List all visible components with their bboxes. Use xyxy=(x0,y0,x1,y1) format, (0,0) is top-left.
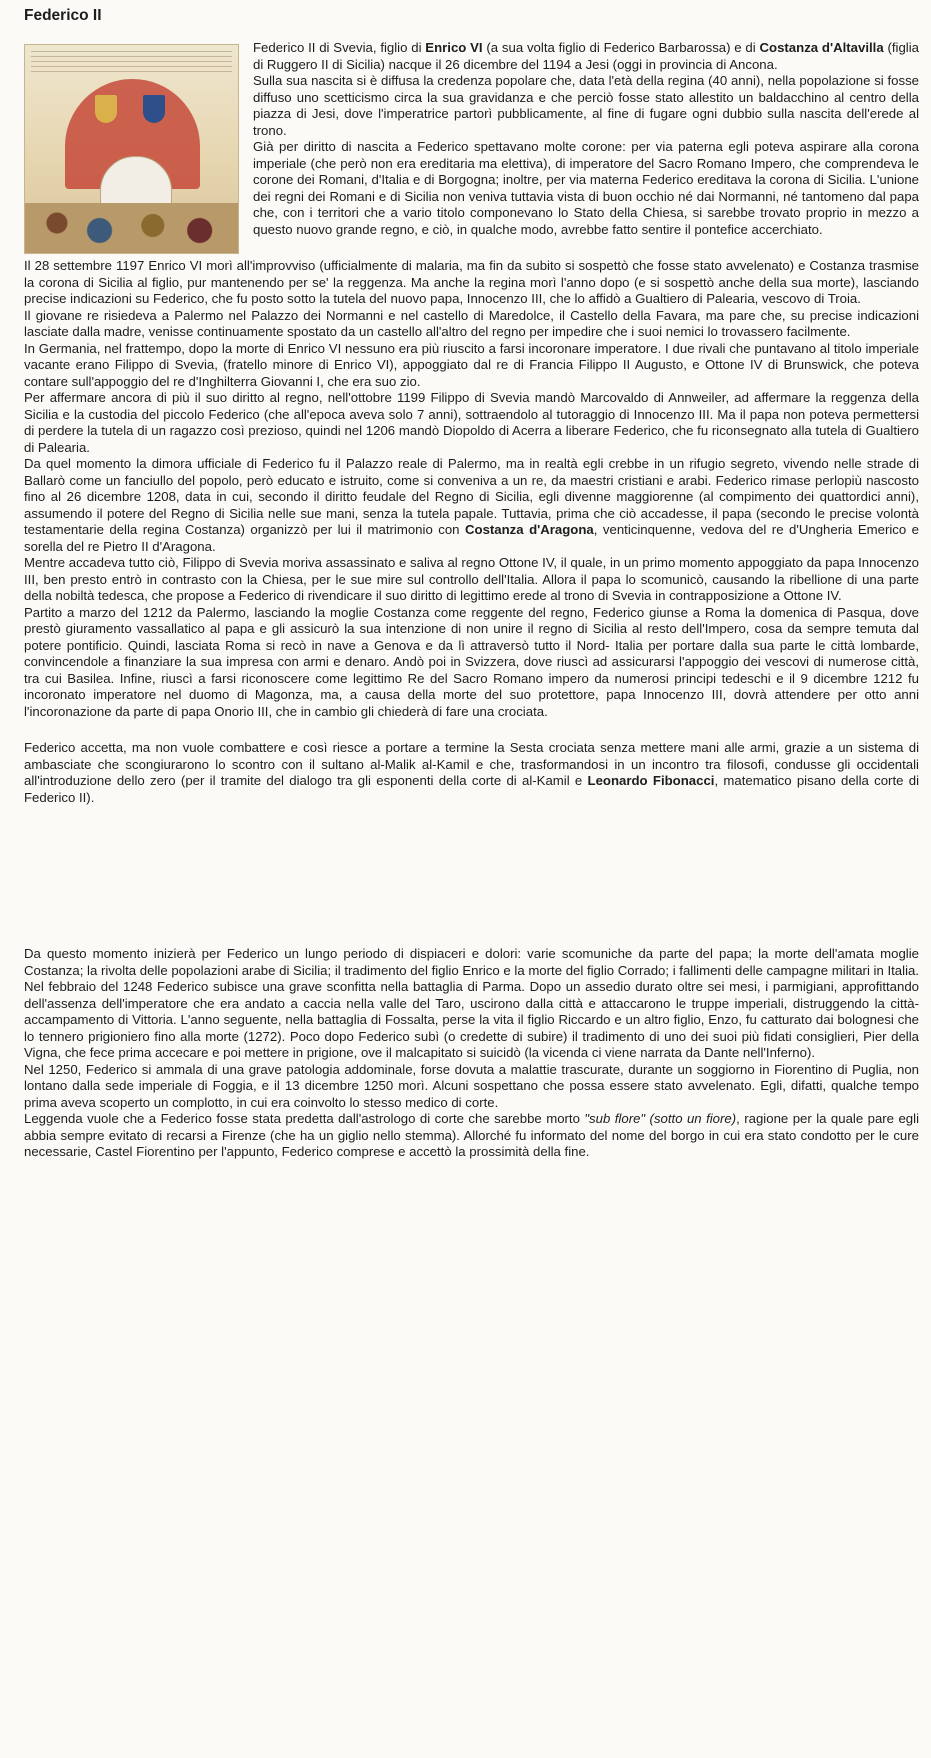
shield-icon xyxy=(143,95,165,123)
intro-paragraph-3: Già per diritto di nascita a Federico spettavano molte corone: per via paterna egli poteva aspirare alla corona imperiale (che però non era ereditaria ma elettiva), di imperatore del Sacro Romano Impero, che comprendeva le corone dei Romani, d'Italia e di Borgogna; inoltre, per via materna Federico ereditava la corona di Sicilia. L'unione dei regni dei Romani e di Sicilia non veniva tuttavia vista di buon occhio né dai Normanni, né tantomeno dal papa che, con i territori che a vario titolo componevano lo Stato della Chiesa, si sarebbe trovato proprio in mezzo a questo nuovo grande regno, e ciò, in qualche modo, avrebbe fatto sentire il pontefice accerchiato. xyxy=(253,139,919,237)
bold-name-costanza-aragona: Costanza d'Aragona xyxy=(464,522,594,537)
manuscript-illustration xyxy=(24,44,239,254)
section-2 xyxy=(24,258,919,720)
paragraph: Federico accetta, ma non vuole combattere e così riesce a portare a termine la Sesta crociata senza mettere mani alle armi, grazie a un sistema di ambasciate che scongiurarono lo scontro con il sultano al-Malik al-Kamil e che, trasformandosi in un incontro tra filosofi, condusse gli occidentali all'introduzione dello zero (per il tramite del dialogo tra gli esponenti della corte di al-Kamil e Leonardo Fibonacci, matematico pisano della corte di Federico II). xyxy=(24,740,919,805)
section-3 xyxy=(24,740,919,806)
page-title: Federico II xyxy=(24,7,102,24)
italic-quote: "sub flore" (sotto un fiore) xyxy=(584,1111,737,1126)
illustration-caption-lines xyxy=(31,51,232,73)
bold-name-enrico: Enrico VI xyxy=(425,40,483,55)
bold-name-fibonacci: Leonardo Fibonacci xyxy=(587,773,715,788)
paragraph: Il giovane re risiedeva a Palermo nel Palazzo dei Normanni e nel castello di Maredolce, il Castello della Favara, ma pare che, su precise indicazioni lasciate dalla madre, venisse continuamente spostato da un castello all'altro del regno per impedire che i suoi nemici lo trovassero facilmente. xyxy=(24,307,919,339)
section-4 xyxy=(24,946,919,1161)
paragraph: Nel 1250, Federico si ammala di una grave patologia addominale, forse dovuta a malattie trascurate, durante un soggiorno in Fiorentino di Puglia, non lontano dalla sede imperiale di Foggia, e il 13 dicembre 1250 morì. Alcuni sospettano che possa essere stato avvelenato. Egli, difatti, qualche tempo prima aveva scoperto un complotto, in cui era coinvolto lo stesso medico di corte. xyxy=(24,1061,919,1110)
paragraph: Nel febbraio del 1248 Federico subisce una grave sconfitta nella battaglia di Parma. Dopo un assedio durato oltre sei mesi, i parmigiani, approfittando dell'assenza dell'imperatore che era andato a caccia nella valle del Taro, uscirono dalla città e attaccarono le truppe imperiali, distruggendo la città-accampamento di Vittoria. L'anno seguente, nella battaglia di Fossalta, perse la vita il figlio Riccardo e un altro figlio, Enzo, fu catturato dai bolognesi che lo tennero prigioniero fino alla morte (1272). Poco dopo Federico subì (o credette di subire) il tradimento di uno dei suoi più fidati consiglieri, Pier della Vigna, che fece prima accecare e poi mettere in prigione, ove il malcapitato si suicidò (la vicenda ci viene narrata da Dante nell'Inferno). xyxy=(24,979,919,1060)
intro-paragraph-2: Sulla sua nascita si è diffusa la credenza popolare che, data l'età della regina (40 anni), nella popolazione si fosse diffuso uno scetticismo circa la sua gravidanza e che perciò fosse stato allestito un baldacchino al centro della piazza di Jesi, dove l'imperatrice partorì pubblicamente, al fine di fugare ogni dubbio sulla nascita dell'erede al trono. xyxy=(253,73,919,138)
paragraph: Partito a marzo del 1212 da Palermo, lasciando la moglie Costanza come reggente del regno, Federico giunse a Roma la domenica di Pasqua, dove prestò giuramento vassallatico al papa e gli assicurò la sua intenzione di non unire il regno di Sicilia al resto dell'Impero, cosa da sempre temuta dal potere pontificio. Quindi, lasciata Roma si recò in nave a Genova e da lì attraversò tutto il Nord- Italia per portare dalla sua parte le città lombarde, convincendole a finanziare la sua impresa con armi e denaro. Andò poi in Svizzera, dove riuscì ad assicurarsi l'appoggio dei vescovi di numerose città, tra cui Basilea. Infine, riuscì a farsi riconoscere come legittimo Re del Sacro Romano impero da numerosi principi tedeschi e il 9 dicembre 1212 fu incoronato imperatore nel duomo di Magonza, ma, a causa della morte del suo protettore, papa Innocenzo III, dovrà attendere per otto anni l'incoronazione da parte di papa Onorio III, che in cambio gli chiederà di fare una crociata. xyxy=(24,604,919,719)
paragraph: Da quel momento la dimora ufficiale di Federico fu il Palazzo reale di Palermo, ma in realtà egli crebbe in un rifugio segreto, vivendo nelle strade di Ballarò come un fanciullo del popolo, però educato e istruito, come si conveniva a un re, da maestri cristiani e arabi. Federico rimase perlopiù nascosto fino al 26 dicembre 1208, data in cui, secondo il diritto feudale del Regno di Sicilia, egli divenne maggiorenne (al compimento dei quattordici anni), assumendo il potere del Regno di Sicilia nelle sue mani, senza la tutela papale. Tuttavia, prima che ciò accadesse, il papa (secondo le precise volontà testamentarie della regina Costanza) organizzò per lui il matrimonio con Costanza d'Aragona, venticinquenne, vedova del re d'Ungheria Emerico e sorella del re Pietro II d'Aragona. xyxy=(24,456,919,554)
intro-paragraph-1: Federico II di Svevia, figlio di Enrico VI (a sua volta figlio di Federico Barbarossa) e di Costanza d'Altavilla (figlia di Ruggero II di Sicilia) nacque il 26 dicembre del 1194 a Jesi (oggi in provincia di Ancona. xyxy=(253,40,919,72)
paragraph: Per affermare ancora di più il suo diritto al regno, nell'ottobre 1199 Filippo di Svevia mandò Marcovaldo di Annweiler, ad affermare la reggenza della Sicilia e la custodia del piccolo Federico (che all'epoca aveva solo 7 anni), sottraendolo al tutoraggio di Innocenzo III. Ma il papa non poteva permettersi di perdere la tutela di un ragazzo così prezioso, quindi nel 1206 mandò Diopoldo di Acerra a liberare Federico, che fu riconsegnato alla tutela di Gualtiero di Palearia. xyxy=(24,390,919,455)
intro-section xyxy=(24,40,919,238)
paragraph: Leggenda vuole che a Federico fosse stata predetta dall'astrologo di corte che sarebbe morto "sub flore" (sotto un fiore), ragione per la quale pare egli abbia sempre evitato di recarsi a Firenze (che ha un giglio nello stemma). Allorché fu informato del nome del borgo in cui era stato condotto per le cure necessarie, Castel Fiorentino per l'appunto, Federico comprese e accettò la prossimità della fine. xyxy=(24,1111,919,1159)
shield-icon xyxy=(95,95,117,123)
paragraph: Da questo momento inizierà per Federico un lungo periodo di dispiaceri e dolori: varie scomuniche da parte del papa; la morte dell'amata moglie Costanza; la rivolta delle popolazioni arabe di Sicilia; il tradimento del figlio Enrico e la morte del figlio Corrado; i fallimenti delle campagne militari in Italia. xyxy=(24,946,919,978)
bold-name-costanza: Costanza d'Altavilla xyxy=(759,40,884,55)
paragraph: In Germania, nel frattempo, dopo la morte di Enrico VI nessuno era più riuscito a farsi incoronare imperatore. I due rivali che puntavano al titolo imperiale vacante erano Filippo di Svevia, (fratello minore di Enrico VI), appoggiato dal re di Francia Filippo II Augusto, e Ottone IV di Brunswick, che poteva contare sull'appoggio del re d'Inghilterra Giovanni I, che era suo zio. xyxy=(24,340,919,389)
paragraph: Mentre accadeva tutto ciò, Filippo di Svevia moriva assassinato e saliva al regno Ottone IV, il quale, in un primo momento appoggiato da papa Innocenzo III, ben presto entrò in contrasto con la Chiesa, per le sue mire sul controllo dell'Italia. Allora il papa lo scomunicò, causando la ribellione di una parte della nobiltà tedesca, che propose a Federico di rivendicare il suo diritto di legittimo erede al trono di Svevia in contrapposizione a Ottone IV. xyxy=(24,555,919,603)
crowd-figures xyxy=(25,203,238,253)
paragraph: Il 28 settembre 1197 Enrico VI morì all'improvviso (ufficialmente di malaria, ma fin da subito si sospettò che fosse stato avvelenato) e Costanza trasmise la corona di Sicilia al figlio, pur mantenendo per se' la reggenza. Ma anche la regina morì l'anno dopo (e si sospettò anche della sua morte), lasciando precise indicazioni su Federico, che fu posto sotto la tutela del nuovo papa, Innocenzo III, che lo affidò a Gualtiero di Palearia, vescovo di Troia. xyxy=(24,258,919,306)
